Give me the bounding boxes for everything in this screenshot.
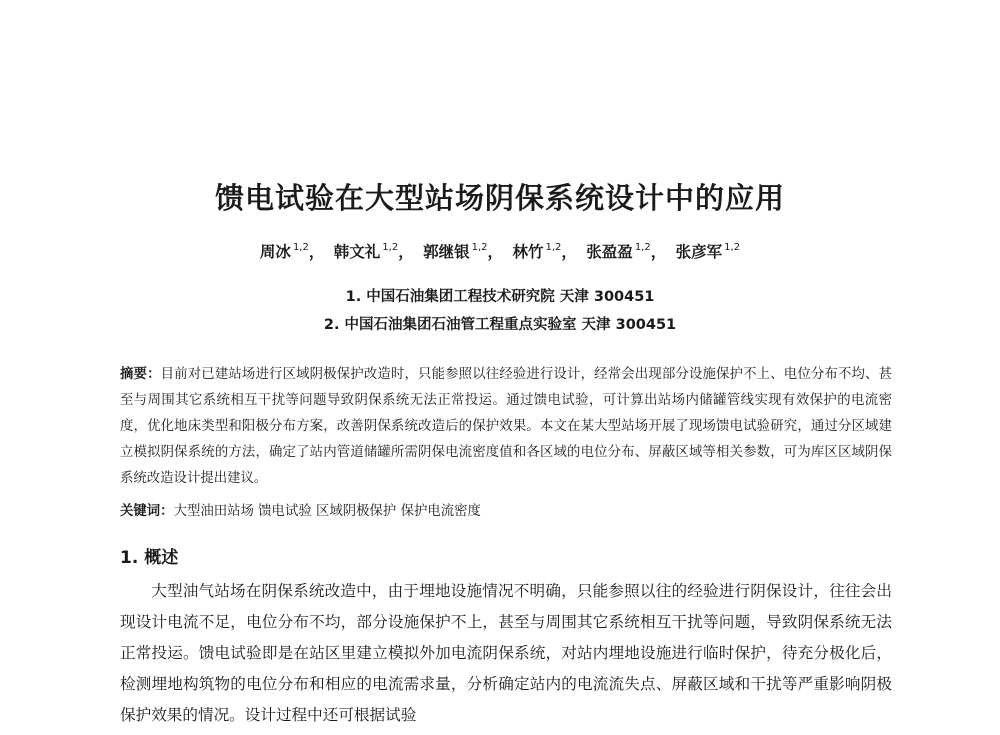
author-separator: ， [308,243,325,261]
abstract [120,362,892,492]
author-name: 张彦军 [675,243,723,261]
author-affiliation-mark: 1,2 [471,242,488,253]
body-paragraph: 大型油气站场在阴保系统改造中，由于埋地设施情况不明确，只能参照以往的经验进行阴保设计，往往会出现设计电流不足，电位分布不均，部分设施保护不上，甚至与周围其它系统相互干扰等问题，导致阴保系统无法正常投运。馈电试验即是在站区里建立模拟外加电流阴保系统，对站内埋地设施进行临时保护，待充分极化后，检测埋地构筑物的电位分布和相应的电流需求量，分析确定站内的电流流失点、屏蔽区域和干扰等严重影响阴极保护效果的情况。设计过程中还可根据试验 [120,582,892,724]
abstract-text: 目前对已建站场进行区域阴极保护改造时，只能参照以往经验进行设计，经常会出现部分设施保护不上、电位分布不均、甚至与周围其它系统相互干扰等问题导致阴保系统无法正常投运。通过馈电试验，可计算出站场内储罐管线实现有效保护的电流密度，优化地床类型和阳极分布方案，改善阴保系统改造后的保护效果。本文在某大型站场开展了现场馈电试验研究，通过分区域建立模拟阴保系统的方法，确定了站内管道储罐所需阴保电流密度值和各区域的电位分布、屏蔽区域等相关参数，可为库区区域阴保系统改造设计提出建议。 [120,367,892,486]
author [676,243,740,261]
author-name: 郭继银 [423,243,470,261]
author-name: 周冰 [259,243,291,261]
author-separator: ， [561,243,577,261]
author-affiliation-mark: 1,2 [545,242,562,253]
author-affiliation-mark: 1,2 [382,242,399,253]
author-affiliation-mark: 1,2 [724,242,741,253]
paper-title: 馈电试验在大型站场阴保系统设计中的应用 [214,181,785,215]
author-affiliation-mark: 1,2 [292,242,309,253]
keywords [120,500,892,524]
author-separator: ， [398,243,414,261]
author-separator: ， [487,243,504,261]
keywords-label: 关键词： [120,504,174,519]
author-name: 张盈盈 [586,243,633,261]
author [260,243,309,261]
author [334,243,398,261]
author-name: 林竹 [512,243,544,261]
author [512,243,561,261]
affiliation-2: 2. 中国石油集团石油管工程重点实验室 天津 300451 [323,317,677,333]
author-affiliation-mark: 1,2 [634,242,651,253]
section-heading: 1. 概述 [120,548,179,568]
keywords-text: 大型油田站场 馈电试验 区域阴极保护 保护电流密度 [173,504,481,519]
author-list [0,240,1000,262]
author [586,243,650,261]
author [423,243,487,261]
affiliation-1: 1. 中国石油集团工程技术研究院 天津 300451 [345,289,655,305]
author-separator: ， [650,243,667,261]
abstract-label: 摘要： [120,367,161,382]
author-name: 韩文礼 [333,243,381,261]
